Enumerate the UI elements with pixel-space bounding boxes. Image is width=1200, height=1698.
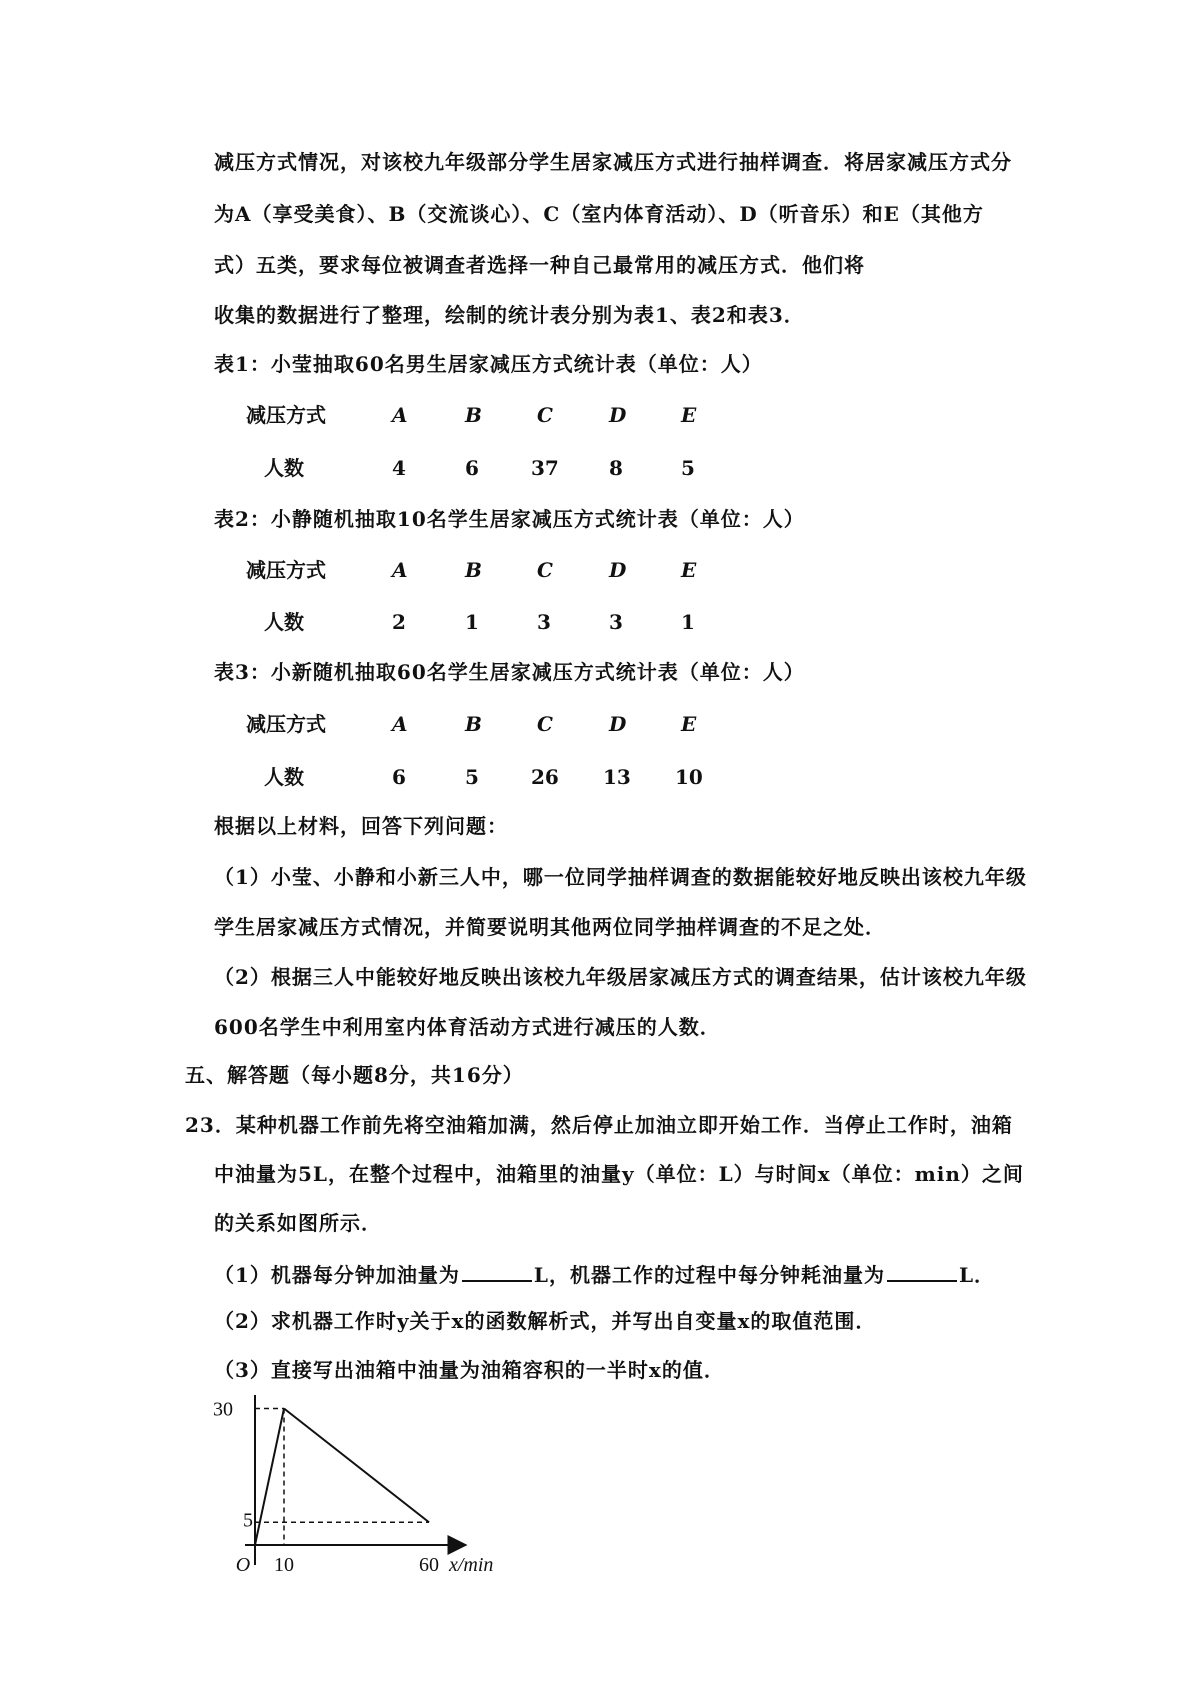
table-1-cat: D — [609, 403, 627, 427]
table-2-value: 1 — [465, 610, 479, 634]
table-3-value: 26 — [531, 765, 559, 789]
table-3-value: 10 — [675, 765, 703, 789]
table-2-cat: D — [609, 558, 627, 582]
table-2-value: 3 — [537, 610, 551, 634]
x-axis-label: x/min — [449, 1554, 494, 1576]
table-3-value: 5 — [465, 765, 479, 789]
q22-part-2-line-1: （2）根据三人中能较好地反映出该校九年级居家减压方式的调查结果，估计该校九年级 — [214, 965, 1027, 989]
table-3-cat: A — [392, 712, 408, 736]
q23-sub-1-part-a: （1）机器每分钟加油量为 — [214, 1263, 460, 1287]
q23-sub-3: （3）直接写出油箱中油量为油箱容积的一半时x的值． — [214, 1358, 725, 1382]
table-1-cat: A — [392, 403, 408, 427]
q23-line-3: 的关系如图所示． — [214, 1211, 382, 1235]
x-tick-label: 60 — [419, 1554, 439, 1576]
fuel-chart — [200, 1395, 540, 1585]
table-3-header-row — [0, 710, 1200, 738]
q22-part-1-line-1: （1）小莹、小静和小新三人中，哪一位同学抽样调查的数据能较好地反映出该校九年级 — [214, 865, 1027, 889]
table-2-cat: C — [537, 558, 553, 582]
section-5-heading: 五、解答题（每小题8分，共16分） — [185, 1063, 524, 1087]
table-2-cat: B — [465, 558, 482, 582]
table-2-header-label: 减压方式 — [246, 558, 326, 582]
table-3-row-label: 人数 — [264, 765, 304, 789]
table-3-cat: E — [681, 712, 697, 736]
q23-line-2: 中油量为5L，在整个过程中，油箱里的油量y（单位：L）与时间x（单位：min）之间 — [214, 1162, 1024, 1186]
intro-line-2: 为A（享受美食）、B（交流谈心）、C（室内体育活动）、D（听音乐）和E（其他方 — [214, 202, 984, 226]
table-1-value: 8 — [609, 456, 623, 480]
table-2-row-label: 人数 — [264, 610, 304, 634]
table-2-value: 2 — [392, 610, 406, 634]
table-1-cat: E — [681, 403, 697, 427]
table-2-caption: 表2：小静随机抽取10名学生居家减压方式统计表（单位：人） — [214, 507, 805, 531]
q23-sub-1-part-c: L． — [958, 1263, 996, 1287]
table-3-cat: C — [537, 712, 553, 736]
answer-blank-2[interactable] — [887, 1258, 957, 1282]
table-2-cat: A — [392, 558, 408, 582]
table-3-value-row — [0, 763, 1200, 791]
table-3-value: 6 — [392, 765, 406, 789]
table-1-value: 4 — [392, 456, 406, 480]
table-2-header-row — [0, 556, 1200, 584]
q23-sub-2: （2）求机器工作时y关于x的函数解析式，并写出自变量x的取值范围． — [214, 1309, 877, 1333]
q23-sub-1 — [214, 1258, 995, 1289]
table-1-cat: C — [537, 403, 553, 427]
table-1-value: 5 — [681, 456, 695, 480]
table-1-value-row — [0, 454, 1200, 482]
intro-line-4: 收集的数据进行了整理，绘制的统计表分别为表1、表2和表3． — [214, 303, 805, 327]
series-segment — [284, 1409, 429, 1523]
table-2-value-row — [0, 608, 1200, 636]
table-1-header-label: 减压方式 — [246, 403, 326, 427]
q22-part-2-line-2: 600名学生中利用室内体育活动方式进行减压的人数． — [214, 1015, 721, 1039]
table-1-value: 6 — [465, 456, 479, 480]
table-2-value: 3 — [609, 610, 623, 634]
answer-blank-1[interactable] — [462, 1258, 532, 1282]
table-3-header-label: 减压方式 — [246, 712, 326, 736]
x-tick-label: 10 — [274, 1554, 294, 1576]
y-tick-label: 30 — [213, 1398, 233, 1421]
q23-sub-1-part-b: L，机器工作的过程中每分钟耗油量为 — [533, 1263, 885, 1287]
series-segment — [255, 1409, 284, 1546]
table-3-caption: 表3：小新随机抽取60名学生居家减压方式统计表（单位：人） — [214, 660, 805, 684]
y-tick-label: 5 — [243, 1509, 253, 1532]
table-1-row-label: 人数 — [264, 456, 304, 480]
q22-lead: 根据以上材料，回答下列问题： — [214, 814, 508, 838]
table-1-header-row — [0, 401, 1200, 429]
table-2-value: 1 — [681, 610, 695, 634]
q22-part-1-line-2: 学生居家减压方式情况，并简要说明其他两位同学抽样调查的不足之处． — [214, 915, 886, 939]
origin-label: O — [235, 1554, 251, 1576]
table-3-cat: B — [465, 712, 482, 736]
table-3-value: 13 — [603, 765, 631, 789]
table-1-cat: B — [465, 403, 482, 427]
table-1-value: 37 — [531, 456, 559, 480]
intro-line-1: 减压方式情况，对该校九年级部分学生居家减压方式进行抽样调查．将居家减压方式分 — [214, 150, 1012, 174]
table-3-cat: D — [609, 712, 627, 736]
table-1-caption: 表1：小莹抽取60名男生居家减压方式统计表（单位：人） — [214, 352, 763, 376]
table-2-cat: E — [681, 558, 697, 582]
q23-line-1: 23．某种机器工作前先将空油箱加满，然后停止加油立即开始工作．当停止工作时，油箱 — [185, 1113, 1013, 1137]
intro-line-3: 式）五类，要求每位被调查者选择一种自己最常用的减压方式．他们将 — [214, 253, 865, 277]
